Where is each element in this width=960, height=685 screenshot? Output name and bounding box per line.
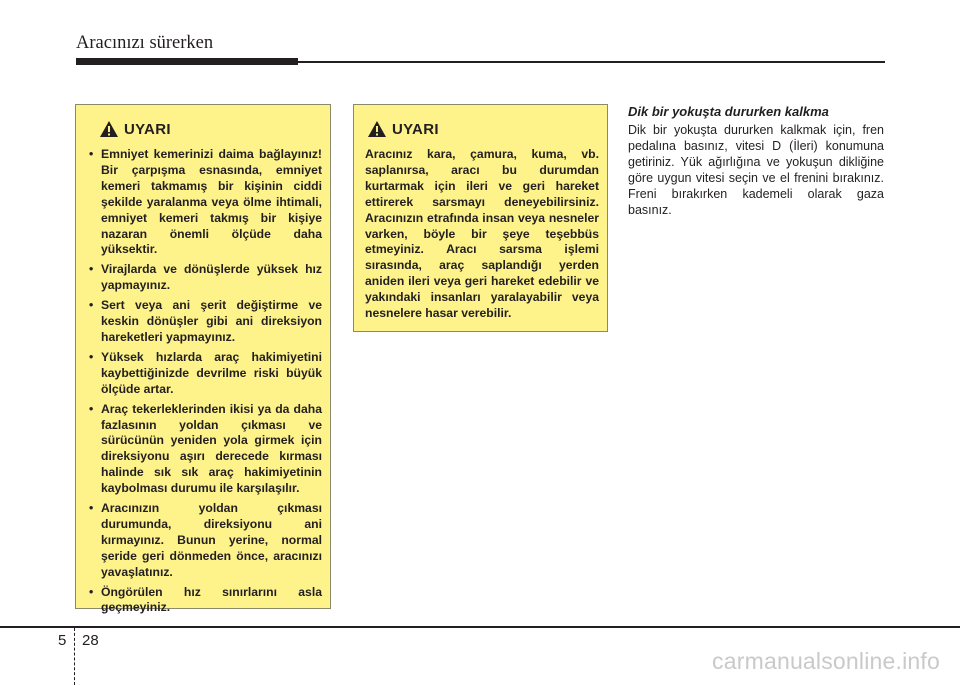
footer-divider	[74, 628, 75, 685]
page-header-title: Aracınızı sürerken	[76, 33, 214, 53]
section-heading: Dik bir yokuşta dururken kalkma	[628, 104, 829, 119]
warning-item: • Sert veya ani şerit değiştirme ve keskin dönüşler gibi ani direksiyon hareketleri yapmayınız.	[87, 298, 322, 346]
warning-triangle-icon	[99, 120, 119, 138]
warning-item: • Aracınızın yoldan çıkması durumunda, direksiyonu ani kırmayınız. Bunun yerine, normal şeride geri dönmeden önce, aracınızı yavaşlatınız.	[87, 501, 322, 581]
page-number: 28	[82, 632, 99, 649]
warning-box-middle	[353, 104, 608, 332]
chapter-number: 5	[58, 632, 67, 649]
warning-item: • Yüksek hızlarda araç hakimiyetini kaybettiğinizde devrilme riski büyük ölçüde artar.	[87, 350, 322, 398]
warning-header	[87, 117, 322, 141]
header-rule-thick	[76, 58, 298, 65]
section-body: Dik bir yokuşta dururken kalkmak için, fren pedalına basınız, vitesi D (İleri) konumuna getiriniz. Yük ağırlığına ve yokuşun dikliğine göre uygun vitesi seçin ve el frenini bırakınız. Freni bırakırken kademeli olarak gaza basınız.	[628, 123, 884, 217]
warning-text: Aracınız kara, çamura, kuma, vb. saplanırsa, aracı bu durumdan kurtarmak için ileri ve geri hareket ettirerek sarsmayı deneyebilirsiniz. Aracınızın etrafında insan veya nesneler varken, böyle bir şeye teşebbüs etmeyiniz. Aracı sarsma işlemi sırasında, araç saplandığı yerden aniden ileri veya geri hareket edebilir ve yakındaki insanları yaralayabilir veya nesnelere hasar verebilir.	[365, 147, 599, 321]
warning-item: • Virajlarda ve dönüşlerde yüksek hız yapmayınız.	[87, 262, 322, 294]
warning-box-left	[75, 104, 331, 615]
warning-title: UYARI	[124, 120, 171, 138]
warning-item: • Emniyet kemerinizi daima bağlayınız! Bir çarpışma esnasında, emniyet kemeri takmamış bir kişinin ciddi şekilde yaralanma veya ölme ihtimali, emniyet kemeri takmış bir kişiye nazaran önemli ölçüde daha yüksektir.	[87, 147, 322, 258]
warning-list	[87, 147, 322, 616]
header-rule-thin	[298, 61, 885, 63]
section-hill-start	[628, 104, 884, 218]
warning-item: • Araç tekerleklerinden ikisi ya da daha fazlasının yoldan çıkması ve sürücünün yeniden yola girmek için direksiyonu aşırı derecede kırması halinde sık sık araç hakimiyetinin kaybolması durumu ile karşılaşılır.	[87, 402, 322, 497]
warning-title: UYARI	[392, 120, 439, 138]
footer-rule	[0, 626, 960, 628]
warning-triangle-icon	[367, 120, 387, 138]
watermark: carmanualsonline.info	[712, 648, 940, 674]
warning-header	[365, 117, 599, 141]
warning-item: • Öngörülen hız sınırlarını asla geçmeyiniz.	[87, 585, 322, 617]
